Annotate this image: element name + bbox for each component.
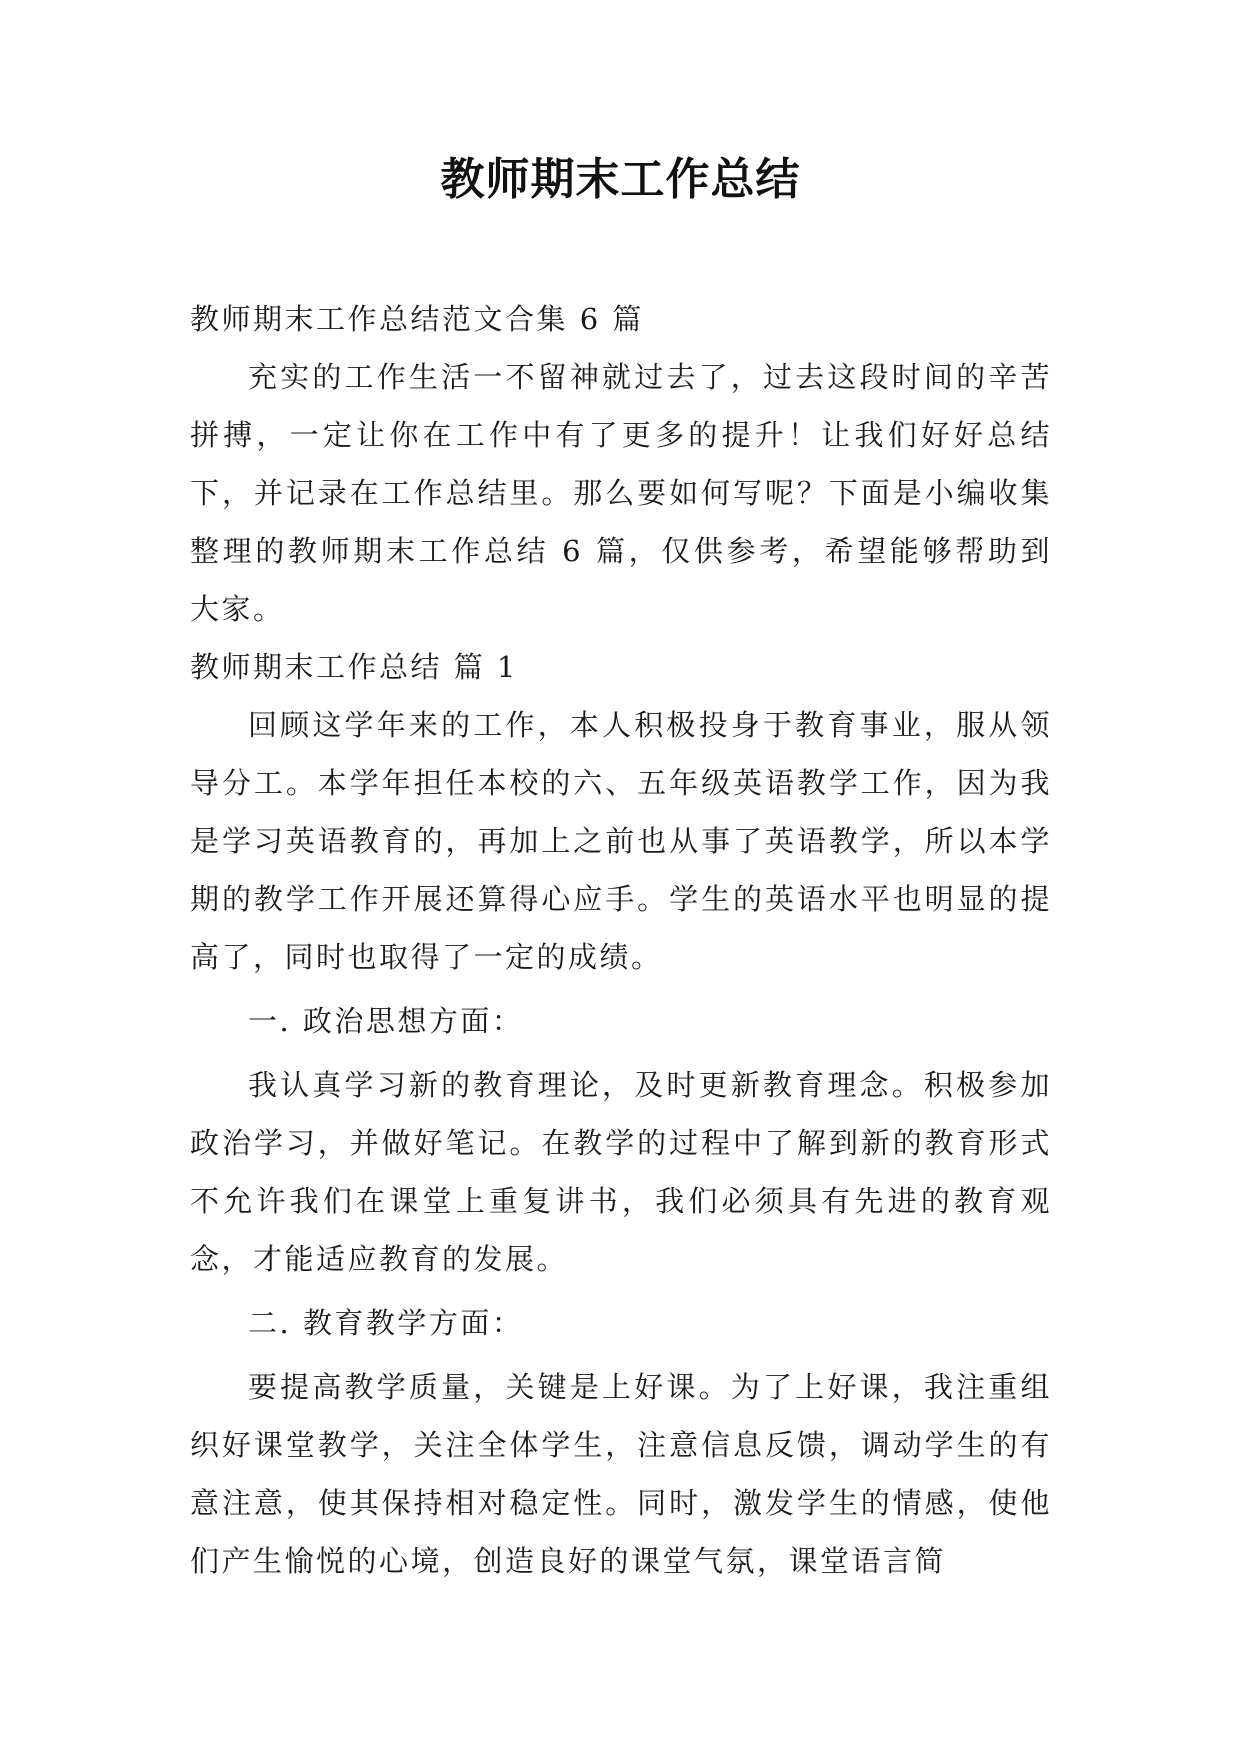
document-title: 教师期末工作总结 [440, 154, 801, 205]
section-paragraph: 回顾这学年来的工作，本人积极投身于教育事业，服从领导分工。本学年担任本校的六、五年级英语教学工作，因为我是学习英语教育的，再加上之前也从事了英语教学，所以本学期的教学工作开展还算得心应手。学生的英语水平也明显的提高了，同时也取得了一定的成绩。 [190, 708, 1052, 974]
part-paragraph-politics: 我认真学习新的教育理论，及时更新教育理念。积极参加政治学习，并做好笔记。在教学的过程中了解到新的教育形式不允许我们在课堂上重复讲书，我们必须具有先进的教育观念，才能适应教育的发展。 [190, 1068, 1052, 1276]
part-paragraph-teaching: 要提高教学质量，关键是上好课。为了上好课，我注重组织好课堂教学，关注全体学生，注意信息反馈，调动学生的有意注意，使其保持相对稳定性。同时，激发学生的情感，使他们产生愉悦的心境，创造良好的课堂气氛，课堂语言简 [190, 1370, 1052, 1578]
part-heading-politics: 一. 政治思想方面： [248, 1004, 524, 1038]
intro-paragraph: 充实的工作生活一不留神就过去了，过去这段时间的辛苦拼搏，一定让你在工作中有了更多的提升！让我们好好总结下，并记录在工作总结里。那么要如何写呢？下面是小编收集整理的教师期末工作总结 6 篇，仅供参考，希望能够帮助到大家。 [190, 360, 1052, 626]
part-heading-teaching: 二. 教育教学方面： [248, 1306, 524, 1340]
document-body [190, 290, 1052, 1590]
section-heading: 教师期末工作总结 篇 1 [190, 650, 518, 684]
collection-subtitle: 教师期末工作总结范文合集 6 篇 [190, 302, 644, 336]
